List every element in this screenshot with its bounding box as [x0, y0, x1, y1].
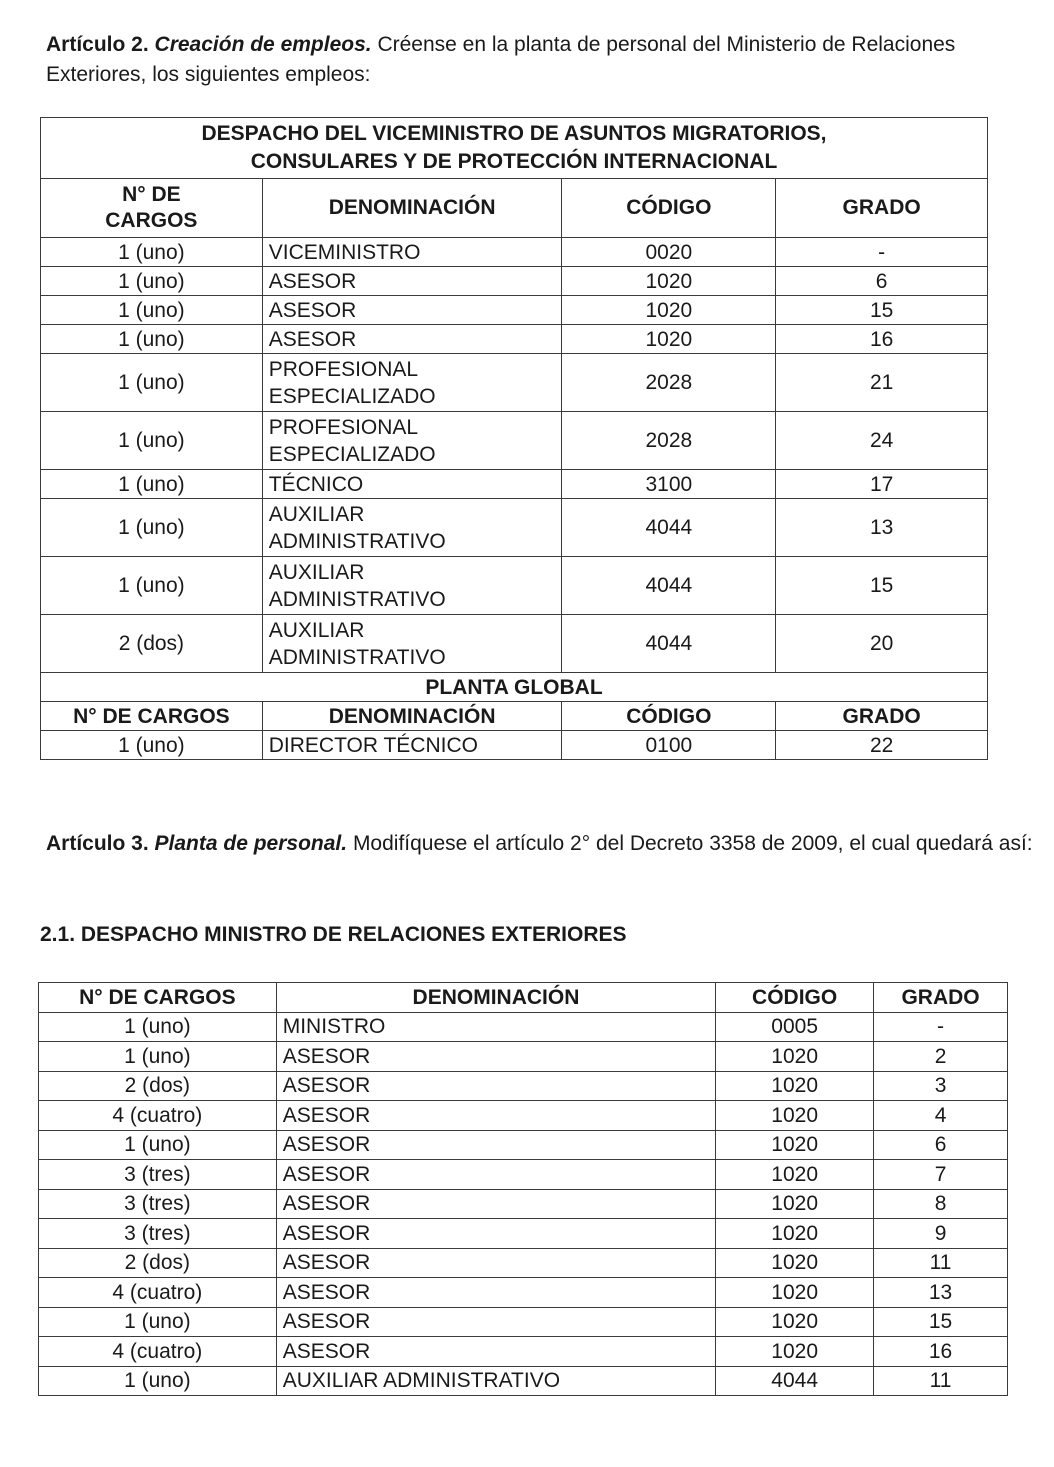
cell-cargos: 3 (tres): [39, 1160, 277, 1190]
cell-cargos: 2 (dos): [41, 615, 263, 673]
cell-cargos: 1 (uno): [41, 470, 263, 499]
cell-denominacion: ASESOR: [276, 1189, 715, 1219]
cell-cargos: 1 (uno): [41, 354, 263, 412]
table-row: [41, 296, 988, 325]
header-cargos: N° DE CARGOS: [41, 179, 263, 238]
cell-grado: -: [874, 1012, 1008, 1042]
cell-denominacion: ASESOR: [276, 1337, 715, 1367]
table-row: [41, 238, 988, 267]
cell-cargos: 1 (uno): [41, 325, 263, 354]
cell-denominacion: DIRECTOR TÉCNICO: [262, 731, 562, 760]
cell-cargos: 4 (cuatro): [39, 1101, 277, 1131]
cell-denominacion: ASESOR: [276, 1130, 715, 1160]
cell-grado: -: [776, 238, 988, 267]
cell-denominacion: ASESOR: [262, 325, 562, 354]
header-cargos: N° DE CARGOS: [41, 702, 263, 731]
cell-grado: 6: [776, 267, 988, 296]
cell-cargos: 1 (uno): [41, 499, 263, 557]
table-header-row: [39, 983, 1008, 1013]
cell-codigo: 4044: [562, 499, 776, 557]
cell-grado: 3: [874, 1071, 1008, 1101]
table-row: [39, 1278, 1008, 1308]
cell-codigo: 1020: [562, 267, 776, 296]
cell-cargos: 4 (cuatro): [39, 1337, 277, 1367]
article-3-label: Artículo 3.: [46, 832, 149, 855]
cell-denominacion: AUXILIAR ADMINISTRATIVO: [262, 499, 562, 557]
table-row: [41, 615, 988, 673]
article-2-text: Créense en la planta de personal del Ministerio de Relaciones Exteriores, los siguientes empleos:: [46, 33, 956, 86]
cell-grado: 11: [874, 1366, 1008, 1396]
cell-denominacion: ASESOR: [276, 1101, 715, 1131]
cell-codigo: 1020: [562, 325, 776, 354]
cell-cargos: 3 (tres): [39, 1189, 277, 1219]
header-grado: GRADO: [776, 702, 988, 731]
table-row: [39, 1012, 1008, 1042]
cell-denominacion: PROFESIONAL ESPECIALIZADO: [262, 354, 562, 412]
table-title: DESPACHO DEL VICEMINISTRO DE ASUNTOS MIGRATORIOS, CONSULARES Y DE PROTECCIÓN INTERNACIONAL: [41, 118, 988, 179]
cell-codigo: 1020: [716, 1248, 874, 1278]
table-row: [39, 1130, 1008, 1160]
table-row: [39, 1337, 1008, 1367]
cell-codigo: 1020: [716, 1337, 874, 1367]
cell-grado: 11: [874, 1248, 1008, 1278]
header-cargos: N° DE CARGOS: [39, 983, 277, 1013]
header-denominacion: DENOMINACIÓN: [276, 983, 715, 1013]
cell-cargos: 1 (uno): [41, 296, 263, 325]
cell-grado: 24: [776, 412, 988, 470]
table-row: [41, 731, 988, 760]
cell-codigo: 1020: [716, 1219, 874, 1249]
table-row: [41, 354, 988, 412]
cell-denominacion: ASESOR: [276, 1248, 715, 1278]
cell-grado: 15: [776, 296, 988, 325]
cell-denominacion: MINISTRO: [276, 1012, 715, 1042]
cell-cargos: 1 (uno): [39, 1130, 277, 1160]
cell-cargos: 1 (uno): [41, 267, 263, 296]
cell-codigo: 3100: [562, 470, 776, 499]
cell-grado: 16: [776, 325, 988, 354]
header-codigo: CÓDIGO: [562, 179, 776, 238]
cell-codigo: 1020: [716, 1160, 874, 1190]
cell-grado: 16: [874, 1337, 1008, 1367]
ministro-table: [38, 982, 1008, 1396]
table-row: [41, 412, 988, 470]
article-3-title: Planta de personal.: [154, 832, 348, 855]
cell-cargos: 2 (dos): [39, 1248, 277, 1278]
header-denominacion: DENOMINACIÓN: [262, 702, 562, 731]
cell-grado: 2: [874, 1042, 1008, 1072]
cell-codigo: 1020: [562, 296, 776, 325]
cell-denominacion: ASESOR: [262, 296, 562, 325]
cell-denominacion: ASESOR: [276, 1307, 715, 1337]
cell-grado: 17: [776, 470, 988, 499]
table-row: [39, 1189, 1008, 1219]
table-row: [39, 1101, 1008, 1131]
global-header-row: [41, 702, 988, 731]
cell-grado: 13: [874, 1278, 1008, 1308]
cell-grado: 20: [776, 615, 988, 673]
cell-codigo: 1020: [716, 1101, 874, 1131]
table-header-row: [41, 179, 988, 238]
cell-grado: 9: [874, 1219, 1008, 1249]
cell-denominacion: ASESOR: [276, 1042, 715, 1072]
cell-codigo: 4044: [562, 615, 776, 673]
header-codigo: CÓDIGO: [716, 983, 874, 1013]
cell-denominacion: ASESOR: [262, 267, 562, 296]
cell-denominacion: TÉCNICO: [262, 470, 562, 499]
cell-denominacion: ASESOR: [276, 1071, 715, 1101]
cell-denominacion: PROFESIONAL ESPECIALIZADO: [262, 412, 562, 470]
cell-grado: 21: [776, 354, 988, 412]
cell-codigo: 2028: [562, 412, 776, 470]
table-row: [39, 1248, 1008, 1278]
cell-grado: 7: [874, 1160, 1008, 1190]
cell-denominacion: VICEMINISTRO: [262, 238, 562, 267]
cell-grado: 15: [776, 557, 988, 615]
cell-denominacion: ASESOR: [276, 1278, 715, 1308]
cell-grado: 22: [776, 731, 988, 760]
viceministro-table: [40, 117, 988, 760]
cell-cargos: 1 (uno): [39, 1012, 277, 1042]
cell-cargos: 1 (uno): [39, 1366, 277, 1396]
cell-cargos: 1 (uno): [41, 412, 263, 470]
table-row: [39, 1042, 1008, 1072]
cell-cargos: 2 (dos): [39, 1071, 277, 1101]
cell-denominacion: ASESOR: [276, 1219, 715, 1249]
table-row: [39, 1366, 1008, 1396]
table-row: [41, 267, 988, 296]
cell-codigo: 1020: [716, 1189, 874, 1219]
cell-codigo: 1020: [716, 1042, 874, 1072]
article-3-paragraph: [46, 829, 1036, 859]
cell-codigo: 0100: [562, 731, 776, 760]
cell-grado: 6: [874, 1130, 1008, 1160]
cell-cargos: 1 (uno): [41, 731, 263, 760]
article-2-label: Artículo 2.: [46, 33, 149, 56]
cell-codigo: 4044: [716, 1366, 874, 1396]
section-heading: 2.1. DESPACHO MINISTRO DE RELACIONES EXTERIORES: [40, 923, 627, 946]
cell-cargos: 1 (uno): [39, 1042, 277, 1072]
cell-denominacion: AUXILIAR ADMINISTRATIVO: [276, 1366, 715, 1396]
cell-cargos: 1 (uno): [41, 238, 263, 267]
cell-codigo: 1020: [716, 1130, 874, 1160]
cell-cargos: 4 (cuatro): [39, 1278, 277, 1308]
cell-codigo: 1020: [716, 1307, 874, 1337]
cell-codigo: 1020: [716, 1278, 874, 1308]
table-row: [41, 470, 988, 499]
header-grado: GRADO: [874, 983, 1008, 1013]
table-row: [41, 499, 988, 557]
cell-grado: 8: [874, 1189, 1008, 1219]
table-row: [39, 1160, 1008, 1190]
cell-grado: 15: [874, 1307, 1008, 1337]
header-denominacion: DENOMINACIÓN: [262, 179, 562, 238]
cell-codigo: 4044: [562, 557, 776, 615]
cell-cargos: 3 (tres): [39, 1219, 277, 1249]
table-row: [41, 557, 988, 615]
cell-denominacion: ASESOR: [276, 1160, 715, 1190]
cell-denominacion: AUXILIAR ADMINISTRATIVO: [262, 615, 562, 673]
cell-codigo: 0020: [562, 238, 776, 267]
article-2-paragraph: [46, 30, 1036, 90]
planta-global-title: PLANTA GLOBAL: [41, 673, 988, 702]
table-row: [41, 325, 988, 354]
article-3-text: Modifíquese el artículo 2° del Decreto 3358 de 2009, el cual quedará así:: [352, 832, 1033, 855]
article-2-title: Creación de empleos.: [154, 33, 372, 56]
table-row: [39, 1307, 1008, 1337]
cell-codigo: 1020: [716, 1071, 874, 1101]
cell-cargos: 1 (uno): [41, 557, 263, 615]
cell-cargos: 1 (uno): [39, 1307, 277, 1337]
cell-grado: 13: [776, 499, 988, 557]
cell-denominacion: AUXILIAR ADMINISTRATIVO: [262, 557, 562, 615]
cell-grado: 4: [874, 1101, 1008, 1131]
table-row: [39, 1071, 1008, 1101]
cell-codigo: 0005: [716, 1012, 874, 1042]
header-codigo: CÓDIGO: [562, 702, 776, 731]
cell-codigo: 2028: [562, 354, 776, 412]
header-grado: GRADO: [776, 179, 988, 238]
table-row: [39, 1219, 1008, 1249]
